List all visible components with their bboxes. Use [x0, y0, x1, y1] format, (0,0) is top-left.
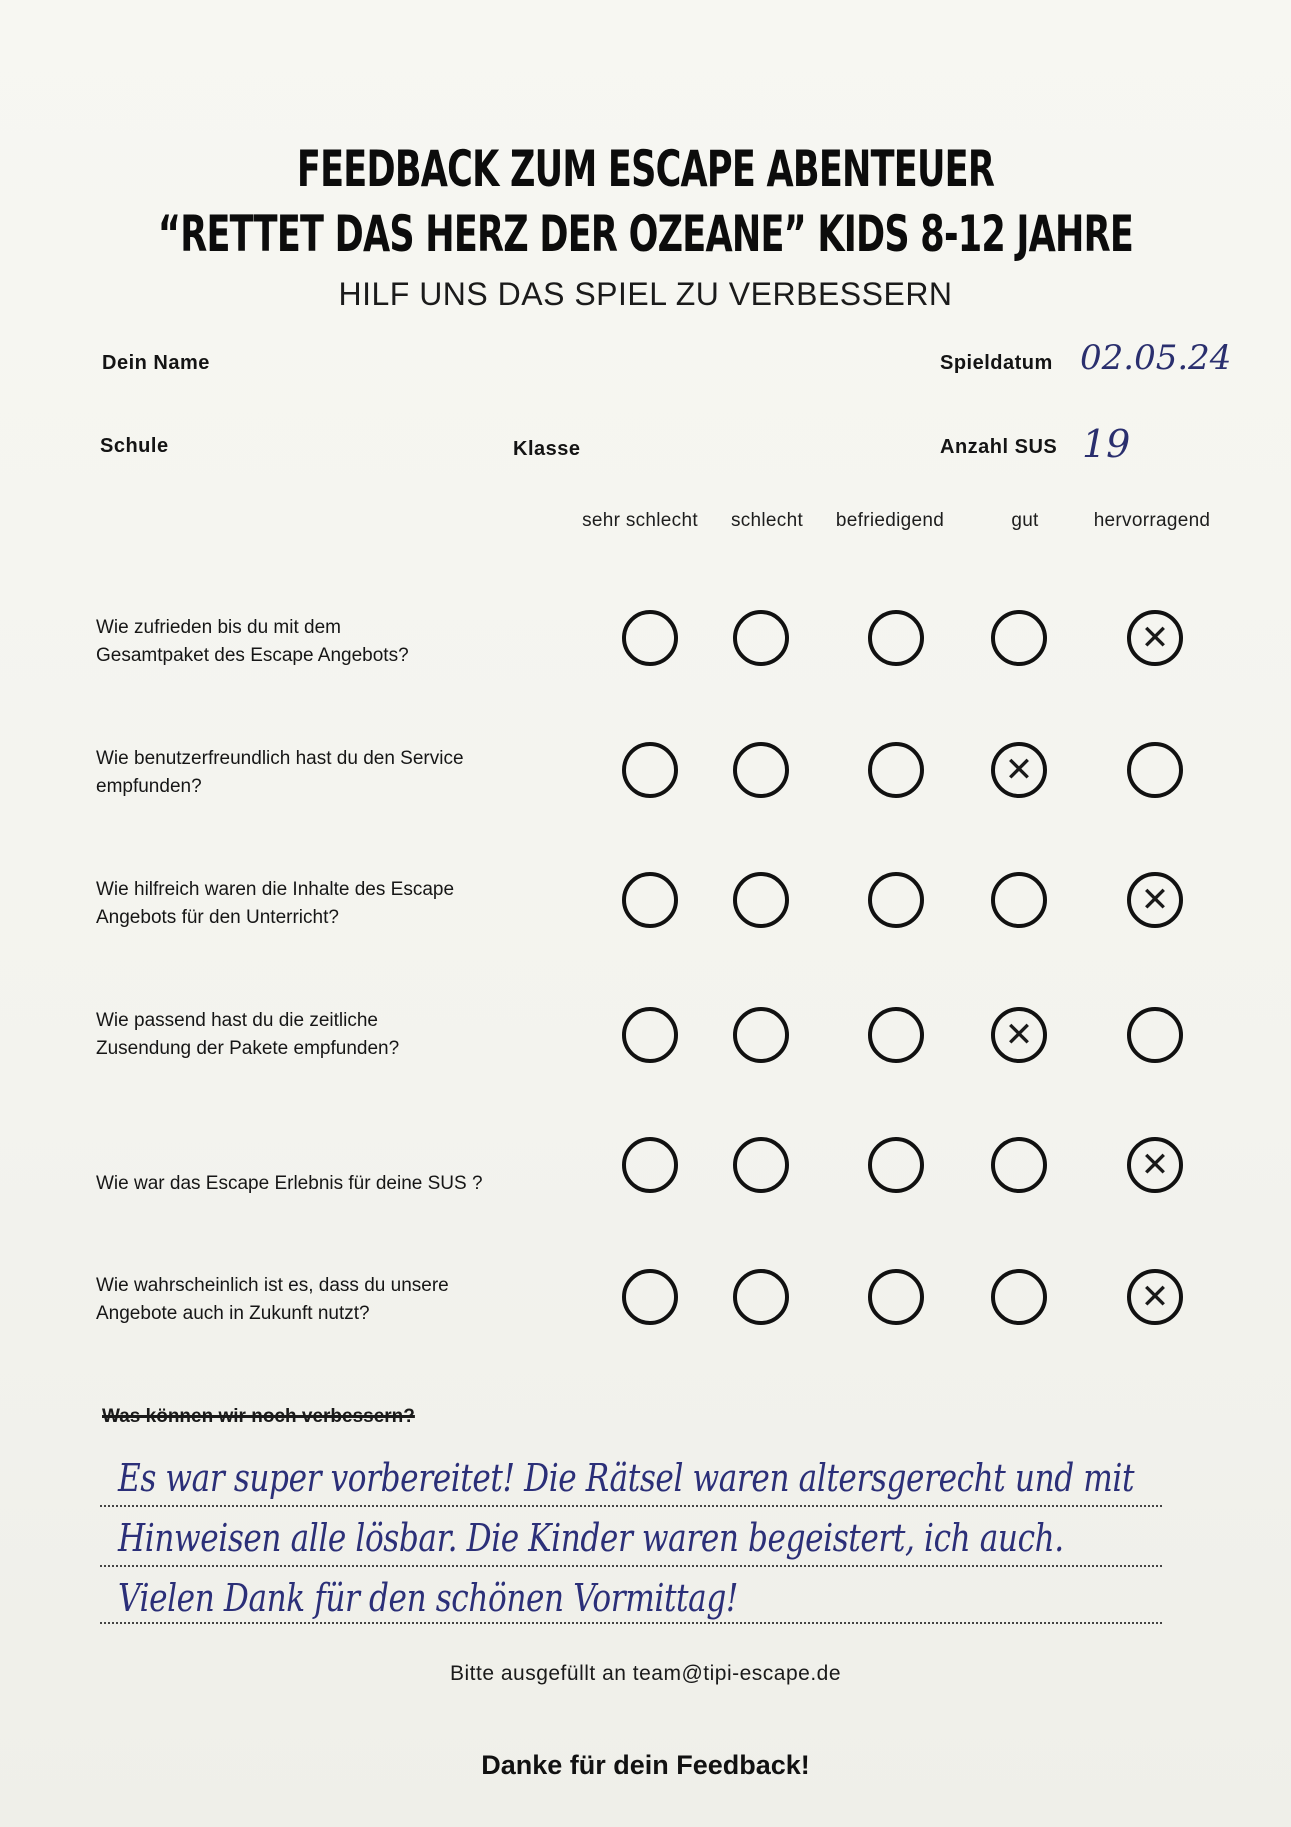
count-value[interactable]: 19	[1082, 422, 1131, 466]
thanks-message: Danke für dein Feedback!	[481, 1750, 810, 1780]
rating-circle-q6-1[interactable]	[622, 1269, 678, 1325]
name-label: Dein Name	[102, 352, 210, 374]
cross-mark-icon: ✕	[1004, 750, 1034, 790]
rating-circle-q3-2[interactable]	[733, 872, 789, 928]
improve-label: Was können wir noch verbessern?	[102, 1406, 415, 1427]
rating-circle-q5-1[interactable]	[622, 1137, 678, 1193]
answer-line-3	[100, 1622, 1162, 1624]
question-text	[96, 614, 516, 670]
question-line1: Wie wahrscheinlich ist es, dass du unsere	[96, 1275, 449, 1296]
question-line1: Wie zufrieden bis du mit dem	[96, 617, 341, 638]
rating-circle-q6-3[interactable]	[868, 1269, 924, 1325]
rating-circle-q4-4[interactable]	[991, 1007, 1047, 1063]
rating-circle-q2-1[interactable]	[622, 742, 678, 798]
rating-circle-q3-5[interactable]	[1127, 872, 1183, 928]
scale-header-excellent: hervorragend	[1093, 510, 1211, 531]
rating-circle-q4-5[interactable]	[1127, 1007, 1183, 1063]
class-label: Klasse	[513, 438, 581, 460]
submission-instruction: Bitte ausgefüllt an team@tipi-escape.de	[449, 1662, 842, 1685]
answer-text-line1[interactable]: Es war super vorbereitet! Die Rätsel waren altersgerecht und mit	[118, 1456, 1135, 1500]
count-label: Anzahl SUS	[940, 436, 1058, 458]
school-label: Schule	[100, 435, 169, 457]
rating-circle-q3-4[interactable]	[991, 872, 1047, 928]
question-line2: Angebote auch in Zukunft nutzt?	[96, 1303, 370, 1324]
rating-circle-q6-5[interactable]	[1127, 1269, 1183, 1325]
rating-circle-q1-2[interactable]	[733, 610, 789, 666]
question-line1: Wie passend hast du die zeitliche	[96, 1010, 378, 1031]
rating-circle-q5-4[interactable]	[991, 1137, 1047, 1193]
rating-circle-q4-2[interactable]	[733, 1007, 789, 1063]
question-text	[96, 876, 516, 932]
rating-circle-q1-1[interactable]	[622, 610, 678, 666]
rating-circle-q5-3[interactable]	[868, 1137, 924, 1193]
scale-header-very-bad: sehr schlecht	[582, 510, 698, 531]
rating-circle-q2-5[interactable]	[1127, 742, 1183, 798]
rating-circle-q2-4[interactable]	[991, 742, 1047, 798]
rating-circle-q1-4[interactable]	[991, 610, 1047, 666]
question-text	[96, 1170, 516, 1198]
cross-mark-icon: ✕	[1004, 1015, 1034, 1055]
rating-circle-q4-3[interactable]	[868, 1007, 924, 1063]
question-text	[96, 1272, 516, 1328]
question-line2: Gesamtpaket des Escape Angebots?	[96, 645, 409, 666]
answer-line-2	[100, 1565, 1162, 1567]
answer-text-line3[interactable]: Vielen Dank für den schönen Vormittag!	[118, 1576, 738, 1620]
date-value[interactable]: 02.05.24	[1080, 338, 1232, 378]
cross-mark-icon: ✕	[1140, 880, 1170, 920]
rating-circle-q5-2[interactable]	[733, 1137, 789, 1193]
question-line2: empfunden?	[96, 776, 202, 797]
question-line1: Wie hilfreich waren die Inhalte des Escape	[96, 879, 455, 900]
cross-mark-icon: ✕	[1140, 1145, 1170, 1185]
question-line2: Zusendung der Pakete empfunden?	[96, 1038, 400, 1059]
form-subtitle: HILF UNS DAS SPIEL ZU VERBESSERN	[338, 276, 953, 312]
rating-circle-q3-1[interactable]	[622, 872, 678, 928]
rating-circle-q6-2[interactable]	[733, 1269, 789, 1325]
scale-header-good: gut	[1011, 510, 1039, 531]
question-text	[96, 745, 516, 801]
cross-mark-icon: ✕	[1140, 618, 1170, 658]
form-title-line1: FEEDBACK ZUM ESCAPE ABENTEUER	[296, 140, 995, 198]
rating-circle-q5-5[interactable]	[1127, 1137, 1183, 1193]
question-line1: Wie war das Escape Erlebnis für deine SUS ?	[96, 1173, 483, 1194]
question-line2: Angebots für den Unterricht?	[96, 907, 339, 928]
question-text	[96, 1007, 516, 1063]
scale-header-bad: schlecht	[730, 510, 804, 531]
question-line1: Wie benutzerfreundlich hast du den Service	[96, 748, 464, 769]
rating-circle-q4-1[interactable]	[622, 1007, 678, 1063]
answer-text-line2[interactable]: Hinweisen alle lösbar. Die Kinder waren begeistert, ich auch.	[118, 1516, 1064, 1560]
scale-header-satisfactory: befriedigend	[835, 510, 945, 531]
form-title-line2: “RETTET DAS HERZ DER OZEANE” KIDS 8-12 JAHRE	[157, 205, 1134, 263]
answer-line-1	[100, 1505, 1162, 1507]
rating-circle-q2-3[interactable]	[868, 742, 924, 798]
cross-mark-icon: ✕	[1140, 1277, 1170, 1317]
rating-circle-q2-2[interactable]	[733, 742, 789, 798]
rating-circle-q3-3[interactable]	[868, 872, 924, 928]
date-label: Spieldatum	[940, 352, 1053, 374]
rating-circle-q1-5[interactable]	[1127, 610, 1183, 666]
rating-circle-q6-4[interactable]	[991, 1269, 1047, 1325]
rating-circle-q1-3[interactable]	[868, 610, 924, 666]
